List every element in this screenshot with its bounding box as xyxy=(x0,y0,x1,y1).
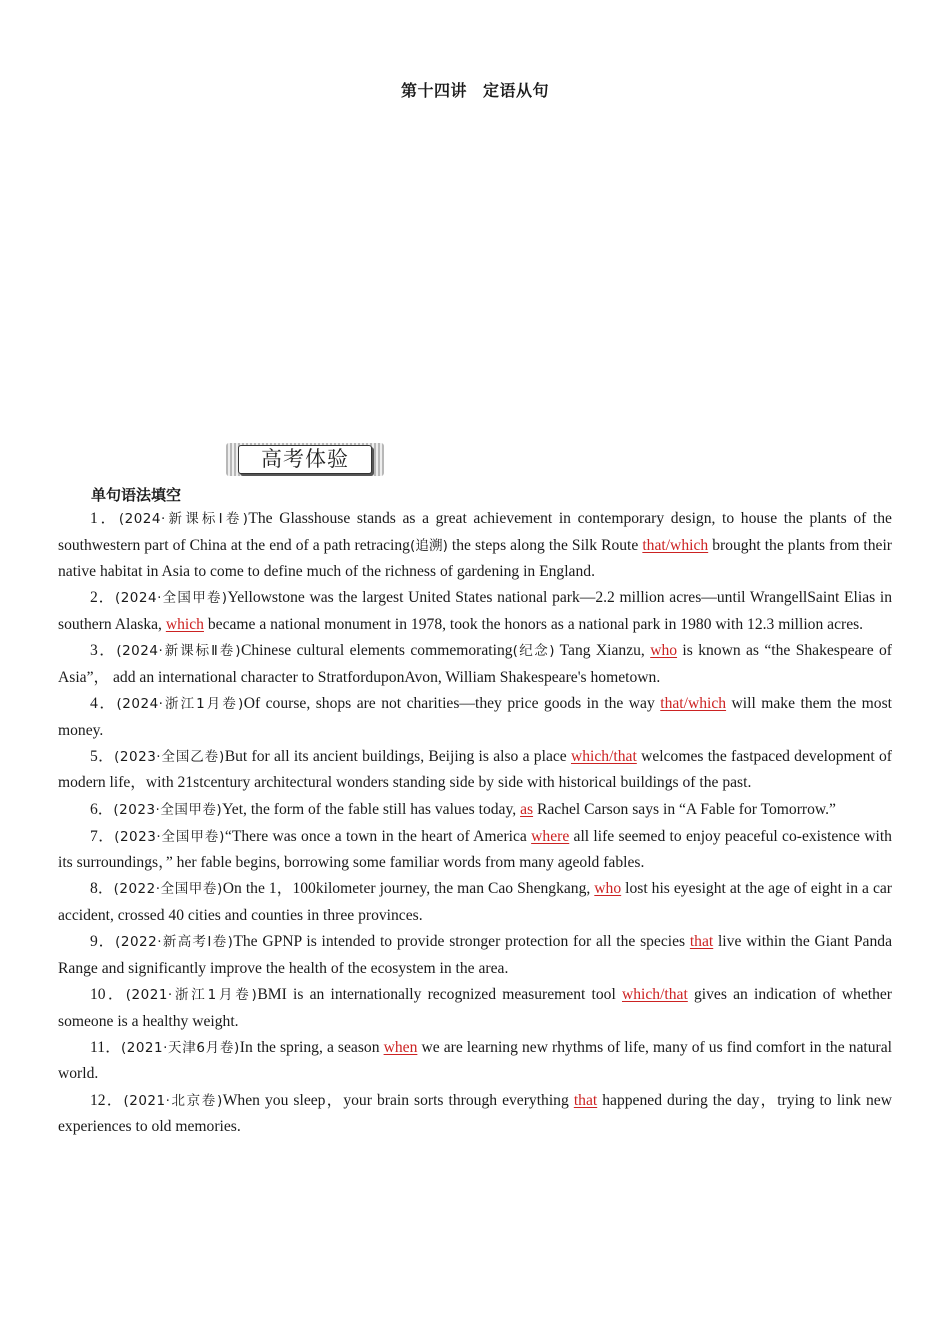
question-text-pre: When you sleep，your brain sorts through everything xyxy=(222,1091,574,1109)
question-text-pre: Yet, the form of the fable still has values today, xyxy=(222,800,521,818)
question-text-post: will make them the most money. xyxy=(58,694,892,739)
question-number: 9． xyxy=(90,933,116,951)
lecture-number: 第十四讲 xyxy=(400,81,467,100)
question-number: 12． xyxy=(90,1091,124,1109)
question-source: (2024·新课标Ⅱ卷) xyxy=(116,643,241,660)
question-number: 1． xyxy=(90,510,119,527)
question-item xyxy=(58,929,892,981)
question-list xyxy=(58,506,892,1140)
question-item xyxy=(58,585,892,637)
question-text-post: brought the plants from their native habitat in Asia to come to define much of the richness of gardening in England. xyxy=(58,536,892,581)
answer-blank: that xyxy=(689,933,714,951)
question-text-post: Rachel Carson says in “A Fable for Tomorrow.” xyxy=(533,800,836,818)
question-text-post: gives an indication of whether someone is a healthy weight. xyxy=(58,986,892,1030)
answer-blank: which/that xyxy=(570,747,637,765)
answer-blank: as xyxy=(520,800,534,818)
question-source: (2024·全国甲卷) xyxy=(114,590,228,607)
question-text-pre: Chinese cultural elements commemorating xyxy=(240,642,513,660)
question-text-post: became a national monument in 1978, took the honors as a national park in 1980 with 12.3 million acres. xyxy=(203,615,864,633)
question-number: 2． xyxy=(90,589,115,607)
question-source: (2022·新高考Ⅰ卷) xyxy=(115,934,234,951)
question-text-post: is known as “the Shakespeare of Asia”， add an international character to StratforduponAvon, William Shakespeare's hometown. xyxy=(58,642,892,686)
question-number: 6． xyxy=(90,800,114,818)
question-source: (2021·浙江1月卷) xyxy=(125,987,258,1004)
question-item xyxy=(58,1088,892,1140)
question-text-post: welcomes the fastpaced development of modern life，with 21stcentury architectural wonders standing side by side with historical buildings of the past. xyxy=(58,747,892,792)
question-source: (2024·新课标Ⅰ卷) xyxy=(118,511,249,527)
banner-label: 高考体验 xyxy=(238,445,372,474)
question-number: 11． xyxy=(90,1038,121,1056)
question-item xyxy=(58,691,892,743)
question-text-pre: The Glasshouse stands as a great achievement in contemporary design, to house the plants of the southwestern part of China at the end of a path retracing xyxy=(58,510,892,554)
section-heading: 单句语法填空 xyxy=(91,486,182,504)
question-item xyxy=(58,744,892,796)
question-source: (2022·全国甲卷) xyxy=(113,881,223,898)
question-text-pre: BMI is an internationally recognized measurement tool xyxy=(257,986,622,1004)
question-text-pre: In the spring, a season xyxy=(239,1038,384,1056)
lecture-topic: 定语从句 xyxy=(483,81,550,100)
question-number: 7． xyxy=(90,827,115,845)
question-text-pre: Of course, shops are not charities—they price goods in the way xyxy=(243,694,661,712)
question-number: 5． xyxy=(90,747,115,765)
question-text-post: we are learning new rhythms of life, many of us find comfort in the natural world. xyxy=(58,1038,892,1083)
question-text-mid: the steps along the Silk Route xyxy=(447,536,643,554)
chinese-gloss: (纪念) xyxy=(512,643,555,660)
question-item xyxy=(58,506,892,585)
question-source: (2023·全国甲卷) xyxy=(113,801,223,818)
answer-blank: which xyxy=(165,615,204,633)
question-text-post: all life seemed to enjoy peaceful co-existence with its surroundings，” her fable begins, borrowing some familiar words from many ageold fables. xyxy=(58,827,892,872)
question-item xyxy=(58,1035,892,1087)
question-item xyxy=(58,982,892,1034)
question-source: (2021·天津6月卷) xyxy=(120,1039,240,1056)
question-number: 10． xyxy=(90,986,126,1004)
page-title xyxy=(0,78,950,101)
section-banner xyxy=(226,443,384,476)
question-source: (2023·全国甲卷) xyxy=(114,828,225,845)
question-text-mid: Tang Xianzu, xyxy=(554,642,651,660)
question-number: 3． xyxy=(90,642,117,660)
question-text-post: happened during the day，trying to link new experiences to old memories. xyxy=(58,1091,892,1136)
answer-blank: which/that xyxy=(621,986,688,1004)
question-item xyxy=(58,638,892,690)
answer-blank: where xyxy=(531,827,570,845)
question-source: (2023·全国乙卷) xyxy=(114,748,225,765)
answer-blank: when xyxy=(383,1038,418,1056)
question-text-pre: “There was once a town in the heart of America xyxy=(224,827,532,845)
question-source: (2021·北京卷) xyxy=(123,1092,223,1109)
question-number: 4． xyxy=(90,694,117,712)
question-text-pre: The GPNP is intended to provide stronger protection for all the species xyxy=(233,933,690,951)
answer-blank: who xyxy=(650,642,678,660)
question-text-pre: On the 1，100kilometer journey, the man Cao Shengkang, xyxy=(222,880,595,898)
question-text-post: live within the Giant Panda Range and significantly improve the health of the ecosystem in the area. xyxy=(58,933,892,977)
question-text-pre: But for all its ancient buildings, Beijing is also a place xyxy=(224,747,571,765)
question-number: 8． xyxy=(90,880,114,898)
question-source: (2024·浙江1月卷) xyxy=(116,695,244,712)
answer-blank: that/which xyxy=(642,536,709,554)
question-item xyxy=(58,876,892,928)
answer-blank: who xyxy=(594,880,622,898)
chinese-gloss: (追溯) xyxy=(409,537,448,554)
question-text-post: lost his eyesight at the age of eight in a car accident, crossed 40 cities and counties in three provinces. xyxy=(58,880,892,925)
question-item xyxy=(58,797,892,824)
question-item xyxy=(58,824,892,876)
question-text-pre: Yellowstone was the largest United States national park—2.2 million acres—until WrangellSaint Elias in southern Alaska, xyxy=(58,589,892,633)
answer-blank: that xyxy=(573,1091,598,1109)
answer-blank: that/which xyxy=(660,694,727,712)
